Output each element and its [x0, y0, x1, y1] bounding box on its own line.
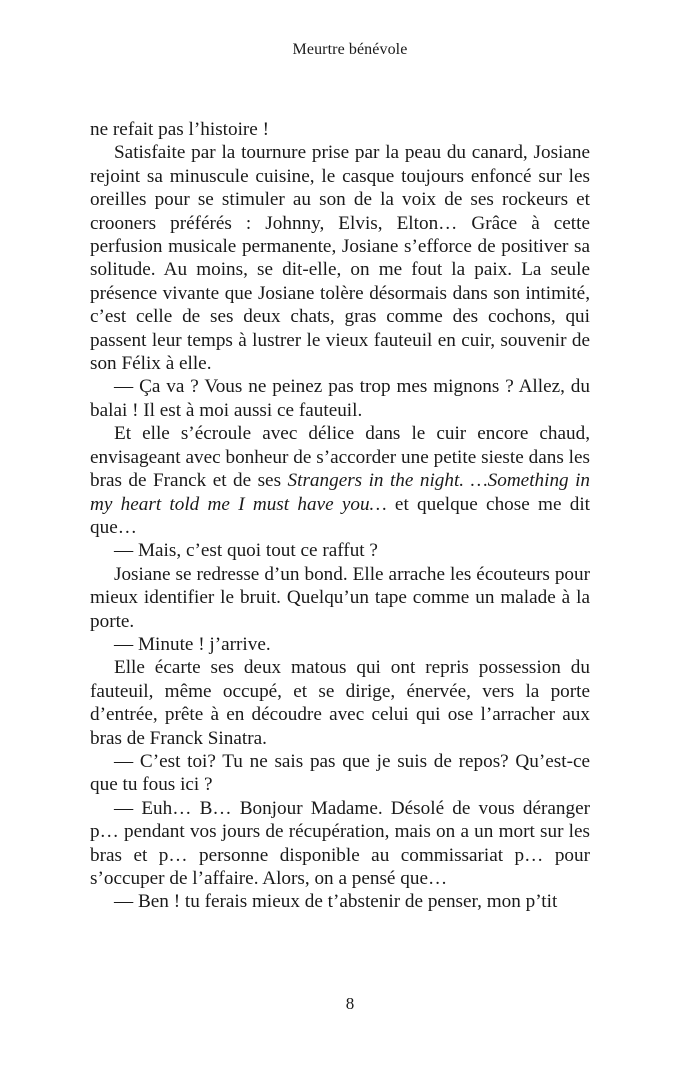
paragraph: ne refait pas l’histoire !	[90, 119, 270, 140]
paragraph-text: Et elle s’écroule avec délice dans le cuir encore chaud, envisageant avec bonheur de s’accorder une petite sieste dans les bras de Franck et de ses	[90, 423, 590, 492]
paragraph: — C’est toi? Tu ne sais pas que je suis de repos? Qu’est-ce que tu fous ici ?	[90, 750, 590, 796]
running-header: Meurtre bénévole	[292, 41, 408, 58]
paragraph: Satisfaite par la tournure prise par la peau du canard, Josiane rejoint sa minuscule cuisine, le casque toujours enfoncé sur les oreilles pour se stimuler au son de la voix de ses rockeurs et crooners préférés : Johnny, Elvis, Elton… Grâce à cette perfusion musicale permanente, Josiane s’efforce de positiver sa solitude. Au moins, se dit-elle, on me fout la paix. La seule présence vivante que Josiane tolère désormais dans son intimité, c’est celle de ses deux chats, gras comme des cochons, qui passent leur temps à lustrer le vieux fauteuil en cuir, souvenir de son Félix à elle.	[90, 142, 590, 375]
paragraph-text-tail: et quelque chose me dit que…	[90, 493, 590, 538]
paragraph: — Ça va ? Vous ne peinez pas trop mes mignons ? Allez, du balai ! Il est à moi aussi ce fauteuil.	[90, 376, 590, 421]
paragraph: — Minute ! j’arrive.	[114, 633, 271, 655]
song-lyric: …Something in my heart told me I must have you…	[90, 470, 591, 515]
page-body	[90, 118, 590, 914]
paragraph: — Euh… B… Bonjour Madame. Désolé de vous déranger p… pendant vos jours de récupération, mais on a un mort sur les bras et p… personne disponible au commissariat p… pour s’occuper de l’affaire. Alors, on a pensé que…	[90, 797, 590, 889]
paragraph: Elle écarte ses deux matous qui ont repris possession du fauteuil, même occupé, et se dirige, énervée, vers la porte d’entrée, prête à en découdre avec celui qui ose l’arracher aux bras de Franck Sinatra.	[90, 657, 590, 749]
paragraph: Josiane se redresse d’un bond. Elle arrache les écouteurs pour mieux identifier le bruit. Quelqu’un tape comme un malade à la porte.	[90, 563, 590, 632]
paragraph: — Mais, c’est quoi tout ce raffut ?	[114, 540, 378, 562]
paragraph-with-lyrics	[90, 422, 590, 539]
page-number: 8	[345, 994, 355, 1013]
song-title: Strangers in the night.	[287, 470, 465, 492]
paragraph: — Ben ! tu ferais mieux de t’abstenir de penser, mon p’tit	[114, 891, 558, 913]
